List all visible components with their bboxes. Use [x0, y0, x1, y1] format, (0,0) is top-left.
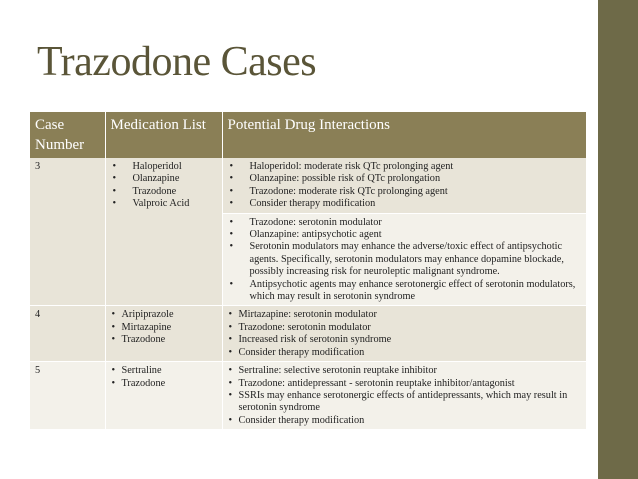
- interaction-item: • SSRIs may enhance serotonergic effects of antidepressants, which may result in serotonin syndrome: [228, 390, 582, 415]
- trazodone-cases-table: [30, 112, 587, 430]
- interaction-item: • Antipsychotic agents may enhance serotonergic effect of serotonin modulators, which may result in serotonin syndrome: [228, 279, 582, 304]
- interaction-item: • Consider therapy modification: [228, 198, 582, 210]
- table-header-row: [30, 112, 586, 158]
- table-row: [30, 306, 586, 362]
- medication-cell: [105, 362, 222, 430]
- case-number-cell: 5: [30, 362, 105, 430]
- medication-item: • Trazodone: [111, 334, 218, 346]
- medication-item: • Aripiprazole: [111, 309, 218, 321]
- interaction-item: • Olanzapine: antipsychotic agent: [228, 229, 582, 241]
- interaction-item: • Serotonin modulators may enhance the adverse/toxic effect of antipsychotic agents. Specifically, serotonin modulators may enhance dopamine blockade, possibly increasing risk for neuroleptic malignant syndrome.: [228, 241, 582, 278]
- medication-item: • Sertraline: [111, 365, 218, 377]
- interactions-cell: [222, 306, 586, 362]
- interaction-item: • Trazodone: serotonin modulator: [228, 322, 582, 334]
- medication-item: • Haloperidol: [111, 161, 218, 173]
- side-accent-bar: [598, 0, 638, 479]
- slide-title: Trazodone Cases: [37, 39, 317, 85]
- medication-item: • Olanzapine: [111, 173, 218, 185]
- interactions-cell: [222, 362, 586, 430]
- interaction-item: • Mirtazapine: serotonin modulator: [228, 309, 582, 321]
- medication-item: • Mirtazapine: [111, 322, 218, 334]
- interactions-cell: [222, 213, 586, 306]
- interaction-item: • Trazodone: antidepressant - serotonin reuptake inhibitor/antagonist: [228, 378, 582, 390]
- header-medication-list: Medication List: [105, 112, 222, 158]
- interaction-item: • Olanzapine: possible risk of QTc prolongation: [228, 173, 582, 185]
- medication-item: • Valproic Acid: [111, 198, 218, 210]
- medication-item: • Trazodone: [111, 186, 218, 198]
- interactions-cell: [222, 158, 586, 213]
- table-row: [30, 158, 586, 213]
- interaction-item: • Sertraline: selective serotonin reuptake inhibitor: [228, 365, 582, 377]
- case-number-cell: 4: [30, 306, 105, 362]
- medication-cell: [105, 158, 222, 306]
- interaction-item: • Increased risk of serotonin syndrome: [228, 334, 582, 346]
- interaction-item: • Consider therapy modification: [228, 415, 582, 427]
- header-case-number: Case Number: [30, 112, 105, 158]
- medication-cell: [105, 306, 222, 362]
- medication-item: • Trazodone: [111, 378, 218, 390]
- header-drug-interactions: Potential Drug Interactions: [222, 112, 586, 158]
- interaction-item: • Consider therapy modification: [228, 347, 582, 359]
- interaction-item: • Trazodone: serotonin modulator: [228, 217, 582, 229]
- case-number-cell: 3: [30, 158, 105, 306]
- interaction-item: • Haloperidol: moderate risk QTc prolonging agent: [228, 161, 582, 173]
- interaction-item: • Trazodone: moderate risk QTc prolonging agent: [228, 186, 582, 198]
- table-row: [30, 362, 586, 430]
